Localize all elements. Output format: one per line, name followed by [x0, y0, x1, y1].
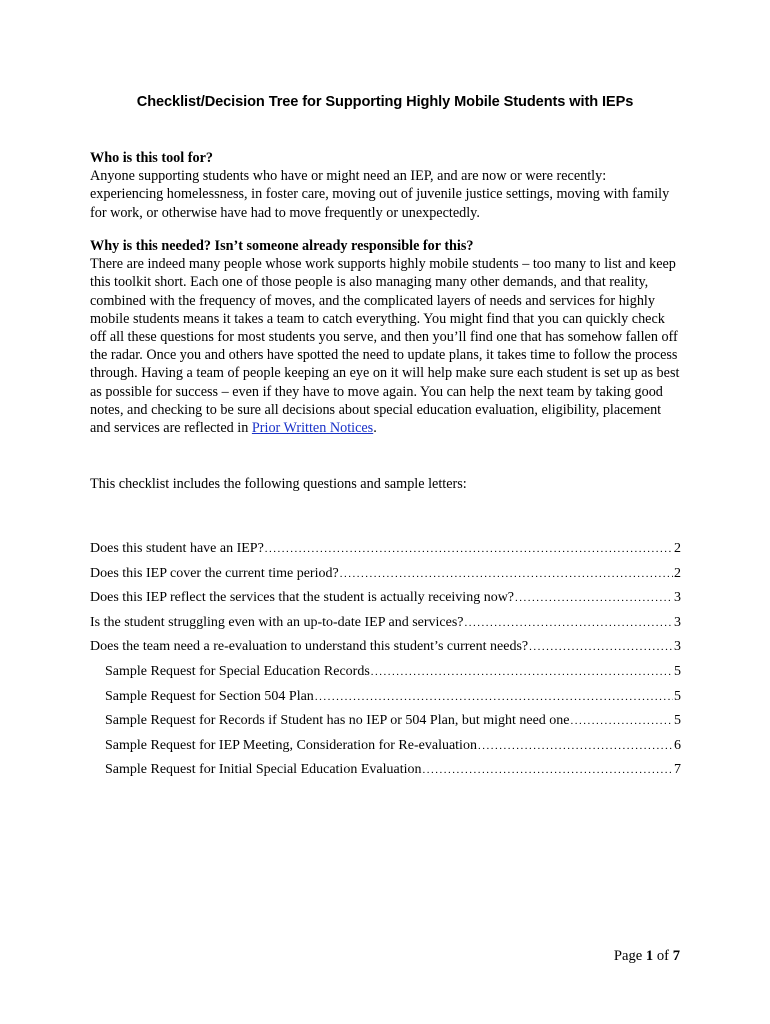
why-heading: Why is this needed? Isn’t someone already responsible for this?: [90, 238, 474, 254]
toc-entry-page: 2: [674, 541, 681, 556]
toc-leader-dots: [571, 715, 673, 727]
who-body: Anyone supporting students who have or might need an IEP, and are now or were recently: experiencing homelessness, in foster care, moving out of juvenile justice settings, moving with family for work, or otherwise have had to move frequently or unexpectedly.: [90, 168, 670, 221]
toc-entry[interactable]: [90, 615, 681, 640]
toc-entry-page: 2: [674, 565, 681, 581]
toc-entry-page: 5: [674, 663, 681, 679]
toc-sub-entry[interactable]: [90, 664, 681, 689]
toc-entry-label: Sample Request for Section 504 Plan: [105, 688, 314, 704]
toc-sub-entry[interactable]: [90, 689, 681, 714]
toc-entry-page: 7: [674, 762, 681, 778]
toc-sub-entry[interactable]: [90, 738, 681, 763]
page-of-label: of: [656, 948, 670, 964]
toc-entry-page: 3: [674, 614, 681, 630]
toc-leader-dots: [371, 666, 673, 678]
page-number-footer: [614, 948, 680, 965]
toc-entry-label: Sample Request for Initial Special Education Evaluation: [105, 762, 422, 778]
toc-entry-label: Does this IEP cover the current time period?: [90, 565, 339, 581]
who-section: [90, 149, 680, 222]
toc-entry-page: 5: [674, 713, 681, 729]
why-body-end: .: [373, 420, 377, 437]
toc-sub-entry[interactable]: [90, 762, 681, 787]
toc-entry-label: Does the team need a re-evaluation to understand this student’s current needs?: [90, 639, 529, 655]
why-body: [90, 255, 680, 437]
toc-leader-dots: [265, 543, 673, 555]
why-section: [90, 237, 680, 437]
toc-entry-page: 3: [674, 639, 681, 655]
toc-entry[interactable]: [90, 566, 681, 591]
toc-sub-entry[interactable]: [90, 713, 681, 738]
toc-entry-label: Sample Request for Special Education Records: [105, 663, 370, 679]
why-body-text: There are indeed many people whose work supports highly mobile students – too many to list and keep this toolkit short. Each one of those people is also managing many other demands, and that reality, combined with the frequency of moves, and the complicated layers of needs and services for highly mobile students means it takes a team to catch everything. You might find that you can quickly check off all these questions for most students you serve, and then you’ll find one that has somehow fallen off the radar. Once you and others have spotted the need to update plans, it takes time to follow the process through. Having a team of people keeping an eye on it will help make sure each student is set up as best as possible for success – even if they have to move again. You can help the next team by taking good notes, and checking to be sure all decisions about special education evaluation, eligibility, placement and services are reflected in: [90, 256, 680, 437]
toc-entry-label: Sample Request for IEP Meeting, Consideration for Re-evaluation: [105, 737, 477, 753]
toc-entry-label: Does this student have an IEP?: [90, 541, 264, 556]
toc-leader-dots: [315, 691, 673, 703]
toc-intro: This checklist includes the following questions and sample letters:: [90, 476, 467, 492]
toc-entry[interactable]: [90, 639, 681, 664]
toc-leader-dots: [422, 764, 673, 776]
page-label: Page: [613, 948, 643, 964]
toc-entry[interactable]: [90, 590, 681, 615]
toc-leader-dots: [478, 740, 673, 752]
document-title: Checklist/Decision Tree for Supporting Highly Mobile Students with IEPs: [136, 94, 634, 110]
toc-entry-label: Does this IEP reflect the services that the student is actually receiving now?: [90, 590, 515, 606]
prior-written-notices-link[interactable]: Prior Written Notices: [251, 420, 374, 437]
who-heading: Who is this tool for?: [90, 150, 213, 166]
toc-entry-page: 5: [674, 688, 681, 704]
current-page-number: 1: [645, 948, 654, 964]
toc-leader-dots: [465, 617, 674, 629]
toc-entry-page: 3: [674, 590, 681, 606]
toc-leader-dots: [515, 592, 673, 604]
table-of-contents: [90, 541, 681, 787]
toc-entry-label: Sample Request for Records if Student has no IEP or 504 Plan, but might need one: [105, 713, 570, 729]
toc-entry-label: Is the student struggling even with an up-to-date IEP and services?: [90, 614, 464, 630]
total-page-count: 7: [672, 948, 680, 964]
toc-entry-page: 6: [674, 737, 681, 753]
toc-leader-dots: [529, 641, 673, 653]
toc-entry[interactable]: [90, 541, 681, 566]
toc-leader-dots: [340, 568, 673, 580]
